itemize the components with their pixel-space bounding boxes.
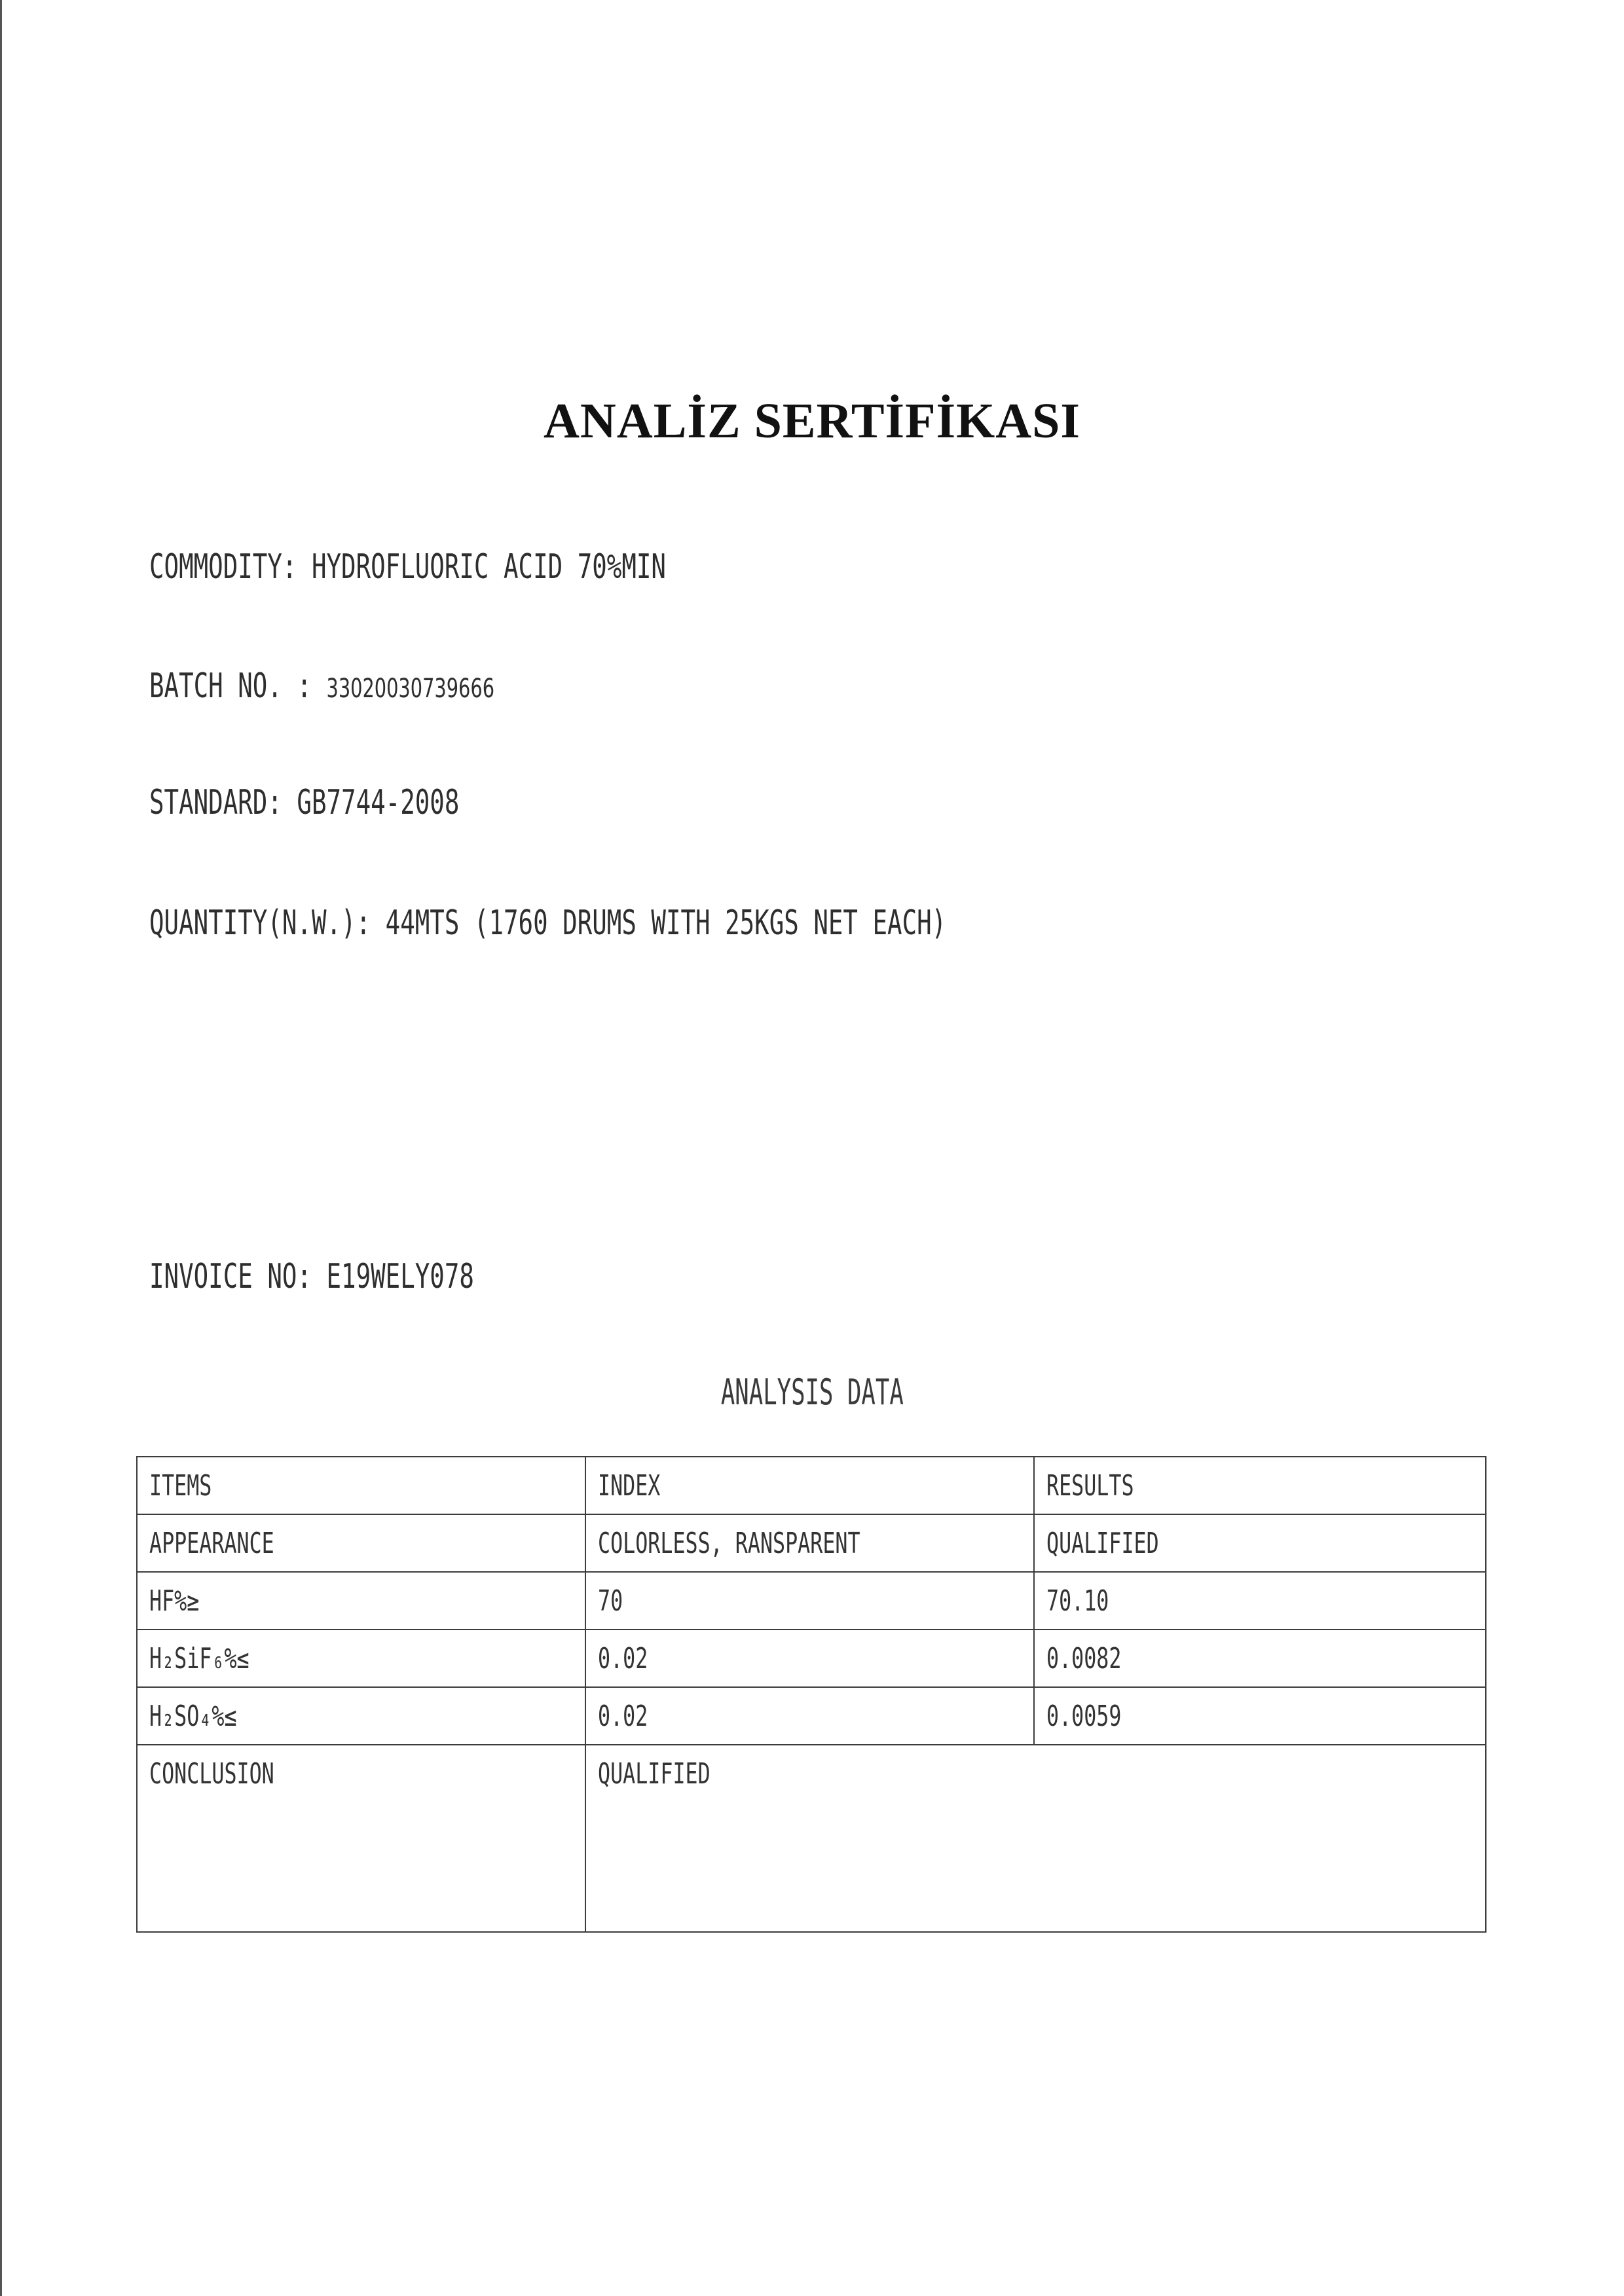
commodity-field: COMMODITY: HYDROFLUORIC ACID 70%MIN [149, 547, 666, 587]
standard-value: GB7744-2008 [297, 783, 460, 822]
document-title: ANALİZ SERTİFİKASI [544, 393, 1080, 448]
table-row [137, 1687, 1486, 1745]
commodity-label: COMMODITY [149, 547, 282, 587]
conclusion-row [137, 1745, 1486, 1932]
quantity-value: 44MTS (1760 DRUMS WITH 25KGS NET EACH) [385, 903, 947, 943]
table-row [137, 1572, 1486, 1630]
conclusion-value-cell: QUALIFIED [585, 1745, 1486, 1932]
row-index-cell: 0.02 [585, 1630, 1034, 1687]
row-index-cell: 0.02 [585, 1687, 1034, 1745]
row-index-cell: COLORLESS, RANSPARENT [585, 1514, 1034, 1572]
row-index-cell: 70 [585, 1572, 1034, 1630]
batch-value: 33020030739666 [326, 674, 495, 704]
row-item-cell: HF%≥ [137, 1572, 585, 1630]
header-cell-index: INDEX [585, 1457, 1034, 1514]
batch-label: BATCH NO. [149, 666, 282, 706]
row-item-cell: APPEARANCE [137, 1514, 585, 1572]
standard-field: STANDARD: GB7744-2008 [149, 783, 460, 822]
commodity-value: HYDROFLUORIC ACID 70%MIN [311, 547, 666, 587]
row-result-cell: 0.0059 [1034, 1687, 1486, 1745]
table-row [137, 1514, 1486, 1572]
table-header-row [137, 1457, 1486, 1514]
row-result-cell: QUALIFIED [1034, 1514, 1486, 1572]
quantity-field: QUANTITY(N.W.): 44MTS (1760 DRUMS WITH 25KGS NET EACH) [149, 903, 947, 943]
conclusion-label-cell: CONCLUSION [137, 1745, 585, 1932]
header-cell-results: RESULTS [1034, 1457, 1486, 1514]
analysis-table [136, 1456, 1486, 1933]
quantity-label: QUANTITY(N.W.) [149, 903, 356, 943]
invoice-field: INVOICE NO: E19WELY078 [149, 1257, 474, 1296]
row-result-cell: 70.10 [1034, 1572, 1486, 1630]
row-result-cell: 0.0082 [1034, 1630, 1486, 1687]
invoice-label: INVOICE NO [149, 1257, 297, 1296]
row-item-cell: H₂SO₄%≤ [137, 1687, 585, 1745]
standard-label: STANDARD [149, 783, 268, 822]
row-item-cell: H₂SiF₆%≤ [137, 1630, 585, 1687]
invoice-value: E19WELY078 [326, 1257, 474, 1296]
scan-edge [0, 0, 2, 2296]
analysis-title: ANALYSIS DATA [720, 1372, 904, 1413]
header-cell-items: ITEMS [137, 1457, 585, 1514]
table-row [137, 1630, 1486, 1687]
batch-field: BATCH NO. : 33020030739666 [149, 666, 495, 706]
